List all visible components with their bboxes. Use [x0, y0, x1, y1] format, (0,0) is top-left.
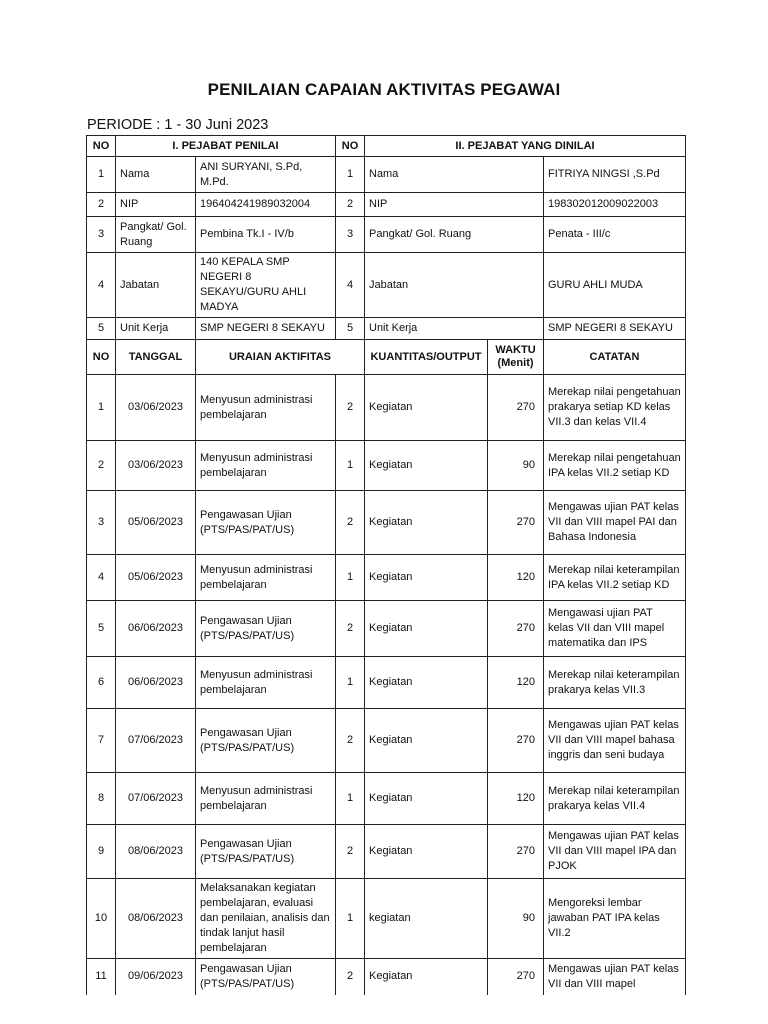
activity-uraian: Pengawasan Ujian (PTS/PAS/PAT/US) [196, 825, 336, 879]
activity-no: 3 [87, 491, 116, 555]
pejabat-row [87, 318, 686, 340]
activity-catatan: Merekap nilai pengetahuan prakarya setiap KD kelas VII.3 dan kelas VII.4 [544, 375, 686, 441]
activity-qty: 1 [336, 657, 365, 709]
activity-unit: Kegiatan [365, 491, 488, 555]
activity-row [87, 959, 686, 995]
activity-tanggal: 06/06/2023 [116, 657, 196, 709]
pejabat-penilai-value: Pembina Tk.I - IV/b [196, 217, 336, 253]
activity-waktu: 90 [488, 441, 544, 491]
activity-waktu: 270 [488, 601, 544, 657]
activity-uraian: Menyusun administrasi pembelajaran [196, 555, 336, 601]
pejabat-penilai-value: ANI SURYANI, S.Pd, M.Pd. [196, 157, 336, 193]
activity-catatan: Merekap nilai keterampilan prakarya kelas VII.4 [544, 773, 686, 825]
activity-row [87, 555, 686, 601]
activity-unit: Kegiatan [365, 959, 488, 995]
header-pejabat-penilai: I. PEJABAT PENILAI [116, 136, 336, 157]
header-kuantitas: KUANTITAS/OUTPUT [365, 340, 488, 375]
activity-uraian: Pengawasan Ujian (PTS/PAS/PAT/US) [196, 959, 336, 995]
activity-table [86, 135, 686, 995]
activity-qty: 1 [336, 555, 365, 601]
activity-row [87, 825, 686, 879]
activity-qty: 2 [336, 959, 365, 995]
pejabat-no-2: 5 [336, 318, 365, 340]
pejabat-no: 2 [87, 193, 116, 217]
activity-row [87, 709, 686, 773]
pejabat-penilai-value: SMP NEGERI 8 SEKAYU [196, 318, 336, 340]
pejabat-dinilai-value: FITRIYA NINGSI ,S.Pd [544, 157, 686, 193]
pejabat-header-row [87, 136, 686, 157]
activity-unit: Kegiatan [365, 657, 488, 709]
activity-catatan: Mengawas ujian PAT kelas VII dan VIII mapel PAI dan Bahasa Indonesia [544, 491, 686, 555]
activity-waktu: 120 [488, 555, 544, 601]
activity-no: 6 [87, 657, 116, 709]
activity-qty: 2 [336, 825, 365, 879]
pejabat-dinilai-label: Pangkat/ Gol. Ruang [365, 217, 544, 253]
activity-unit: Kegiatan [365, 825, 488, 879]
pejabat-no-2: 3 [336, 217, 365, 253]
activity-waktu: 270 [488, 825, 544, 879]
activity-uraian: Menyusun administrasi pembelajaran [196, 657, 336, 709]
activity-uraian: Pengawasan Ujian (PTS/PAS/PAT/US) [196, 491, 336, 555]
header-no: NO [87, 340, 116, 375]
activity-tanggal: 08/06/2023 [116, 825, 196, 879]
activity-no: 10 [87, 879, 116, 959]
activity-waktu: 270 [488, 709, 544, 773]
activity-qty: 1 [336, 441, 365, 491]
activity-tanggal: 05/06/2023 [116, 491, 196, 555]
activity-qty: 2 [336, 601, 365, 657]
activity-waktu: 270 [488, 959, 544, 995]
pejabat-dinilai-label: Nama [365, 157, 544, 193]
pejabat-penilai-label: NIP [116, 193, 196, 217]
header-tanggal: TANGGAL [116, 340, 196, 375]
activity-waktu: 270 [488, 491, 544, 555]
activity-row [87, 657, 686, 709]
activity-waktu: 270 [488, 375, 544, 441]
activity-tanggal: 07/06/2023 [116, 709, 196, 773]
activity-catatan: Mengawasi ujian PAT kelas VII dan VIII mapel matematika dan IPS [544, 601, 686, 657]
pejabat-penilai-label: Nama [116, 157, 196, 193]
activity-uraian: Pengawasan Ujian (PTS/PAS/PAT/US) [196, 601, 336, 657]
pejabat-no: 5 [87, 318, 116, 340]
activity-catatan: Merekap nilai pengetahuan IPA kelas VII.2 setiap KD [544, 441, 686, 491]
header-uraian: URAIAN AKTIFITAS [196, 340, 365, 375]
activity-tanggal: 03/06/2023 [116, 375, 196, 441]
activity-no: 9 [87, 825, 116, 879]
page-title: PENILAIAN CAPAIAN AKTIVITAS PEGAWAI [207, 80, 561, 99]
activity-uraian: Melaksanakan kegiatan pembelajaran, evaluasi dan penilaian, analisis dan tindak lanjut hasil pembelajaran [196, 879, 336, 959]
pejabat-dinilai-label: Unit Kerja [365, 318, 544, 340]
activity-tanggal: 03/06/2023 [116, 441, 196, 491]
activity-no: 1 [87, 375, 116, 441]
activity-catatan: Mengoreksi lembar jawaban PAT IPA kelas VII.2 [544, 879, 686, 959]
activity-no: 11 [87, 959, 116, 995]
activity-unit: kegiatan [365, 879, 488, 959]
header-pejabat-dinilai: II. PEJABAT YANG DINILAI [365, 136, 686, 157]
periode-label: PERIODE : 1 - 30 Juni 2023 [87, 117, 269, 133]
activity-uraian: Menyusun administrasi pembelajaran [196, 441, 336, 491]
activity-tanggal: 08/06/2023 [116, 879, 196, 959]
pejabat-penilai-label: Jabatan [116, 253, 196, 318]
pejabat-row [87, 193, 686, 217]
activity-qty: 2 [336, 709, 365, 773]
pejabat-no: 4 [87, 253, 116, 318]
activity-row [87, 491, 686, 555]
activity-uraian: Menyusun administrasi pembelajaran [196, 375, 336, 441]
pejabat-penilai-label: Unit Kerja [116, 318, 196, 340]
pejabat-no-2: 4 [336, 253, 365, 318]
pejabat-dinilai-value: GURU AHLI MUDA [544, 253, 686, 318]
activity-tanggal: 07/06/2023 [116, 773, 196, 825]
activity-qty: 1 [336, 773, 365, 825]
pejabat-no-2: 2 [336, 193, 365, 217]
activity-catatan: Mengawas ujian PAT kelas VII dan VIII mapel [544, 959, 686, 995]
activity-row [87, 773, 686, 825]
activity-row [87, 441, 686, 491]
pejabat-row [87, 253, 686, 318]
activity-uraian: Menyusun administrasi pembelajaran [196, 773, 336, 825]
pejabat-dinilai-label: NIP [365, 193, 544, 217]
header-waktu: WAKTU (Menit) [488, 340, 544, 375]
activity-qty: 2 [336, 491, 365, 555]
activity-row [87, 601, 686, 657]
activity-row [87, 375, 686, 441]
header-no: NO [87, 136, 116, 157]
pejabat-penilai-value: 140 KEPALA SMP NEGERI 8 SEKAYU/GURU AHLI MADYA [196, 253, 336, 318]
pejabat-dinilai-value: 198302012009022003 [544, 193, 686, 217]
activity-uraian: Pengawasan Ujian (PTS/PAS/PAT/US) [196, 709, 336, 773]
activity-waktu: 120 [488, 657, 544, 709]
activity-unit: Kegiatan [365, 709, 488, 773]
pejabat-dinilai-value: Penata - III/c [544, 217, 686, 253]
pejabat-no: 1 [87, 157, 116, 193]
activity-qty: 2 [336, 375, 365, 441]
pejabat-dinilai-value: SMP NEGERI 8 SEKAYU [544, 318, 686, 340]
activity-waktu: 90 [488, 879, 544, 959]
activity-no: 8 [87, 773, 116, 825]
activity-no: 5 [87, 601, 116, 657]
activity-catatan: Merekap nilai keterampilan prakarya kelas VII.3 [544, 657, 686, 709]
activity-row [87, 879, 686, 959]
header-no-2: NO [336, 136, 365, 157]
pejabat-row [87, 157, 686, 193]
activity-unit: Kegiatan [365, 555, 488, 601]
activity-unit: Kegiatan [365, 375, 488, 441]
activity-unit: Kegiatan [365, 773, 488, 825]
activity-catatan: Mengawas ujian PAT kelas VII dan VIII mapel IPA dan PJOK [544, 825, 686, 879]
header-catatan: CATATAN [544, 340, 686, 375]
pejabat-penilai-label: Pangkat/ Gol. Ruang [116, 217, 196, 253]
activity-unit: Kegiatan [365, 441, 488, 491]
pejabat-row [87, 217, 686, 253]
activity-tanggal: 06/06/2023 [116, 601, 196, 657]
activity-tanggal: 05/06/2023 [116, 555, 196, 601]
activity-no: 4 [87, 555, 116, 601]
activity-no: 7 [87, 709, 116, 773]
activity-catatan: Merekap nilai keterampilan IPA kelas VII.2 setiap KD [544, 555, 686, 601]
activity-qty: 1 [336, 879, 365, 959]
activity-unit: Kegiatan [365, 601, 488, 657]
activity-tanggal: 09/06/2023 [116, 959, 196, 995]
activity-waktu: 120 [488, 773, 544, 825]
pejabat-dinilai-label: Jabatan [365, 253, 544, 318]
pejabat-no-2: 1 [336, 157, 365, 193]
activity-no: 2 [87, 441, 116, 491]
pejabat-penilai-value: 196404241989032004 [196, 193, 336, 217]
activity-catatan: Mengawas ujian PAT kelas VII dan VIII mapel bahasa inggris dan seni budaya [544, 709, 686, 773]
activity-header-row [87, 340, 686, 375]
pejabat-no: 3 [87, 217, 116, 253]
